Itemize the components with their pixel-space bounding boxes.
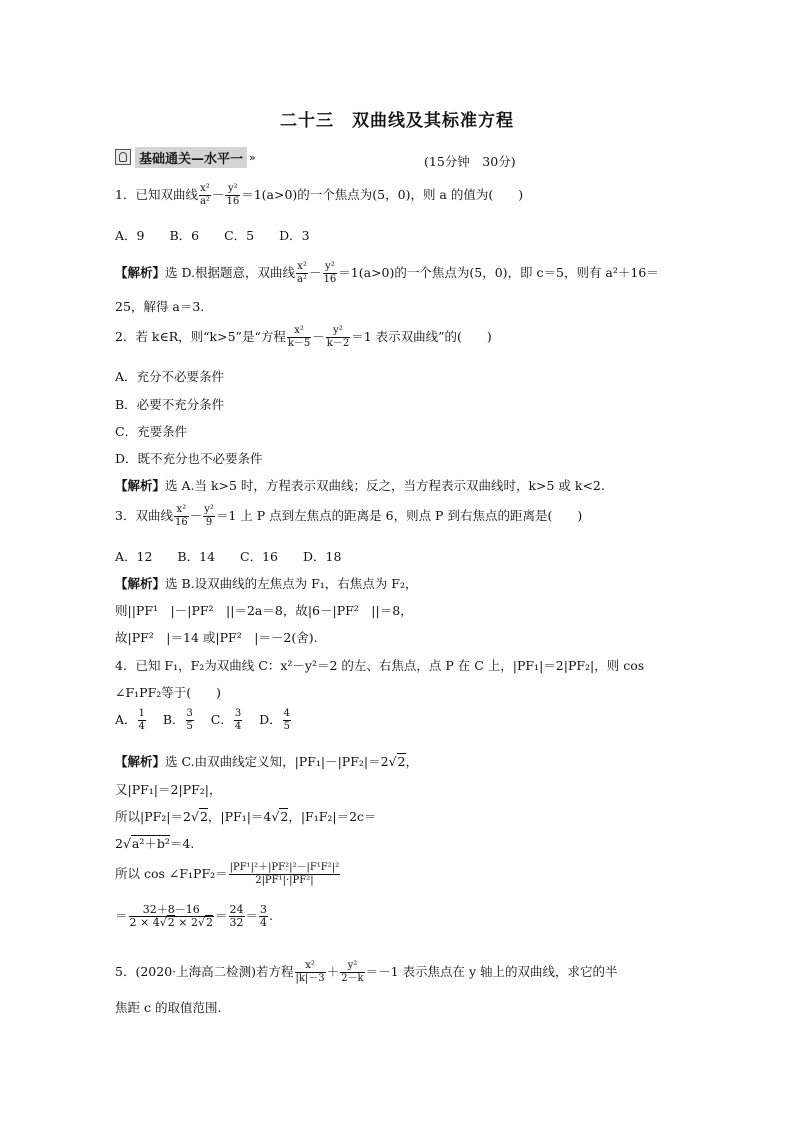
q4-solution-line2: 又|PF₁|＝2|PF₂|， [115,782,222,797]
q4-solution-line6: ＝ $\frac{32+8-16}{2 \times 4√2 \times 2√2}$ ＝ $\frac{24}{32}$ ＝ $\frac{3}{4}$ . [115,903,273,929]
banner-label: 基础通关—水平一 [135,147,247,168]
q1-solution-cont: 25，解得 a＝3. [115,299,205,314]
q4-solution-line5: 所以 cos ∠F₁PF₂＝ $\frac{\text{|PF¹|²＋|PF²|²－|F¹F²|²}}{\text{2|PF¹|·|PF²|}}$ [115,862,340,886]
time-score-note: (15分钟 30分) [424,154,516,169]
q5-stem-cont: 焦距 c 的取值范围. [115,1000,222,1015]
q2-option-d: D．既不充分也不必要条件 [115,451,263,466]
q3-solution: 【解析】选 B.设双曲线的左焦点为 F₁，右焦点为 F₂， [115,576,418,591]
q2-option-a: A．充分不必要条件 [115,369,225,384]
q4-solution: 【解析】选 C.由双曲线定义知，|PF₁|－|PF₂|＝2√2， [115,754,419,769]
q1-stem: 1．已知双曲线 $\frac{\text{x²}}{\text{a²}}$ － $\frac{\text{y²}}{16}$ ＝1(a>0)的一个焦点为(5，0)，则 a 的值为( ) [115,183,524,207]
q2-option-b: B．必要不充分条件 [115,397,225,412]
q2-option-c: C．充要条件 [115,424,188,439]
q4-options: A． $\frac{1}{4}$ B． $\frac{3}{5}$ C． $\frac{3}{4}$ D． $\frac{4}{5}$ [115,708,291,732]
q4-stem-cont: ∠F₁PF₂等于( ) [115,685,222,700]
lightbulb-icon [115,149,131,165]
q2-stem: 2．若 k∈R，则“k>5”是“方程 $\frac{\text{x²}}{k-5}$ － $\frac{\text{y²}}{k-2}$ ＝1 表示双曲线”的( ) [115,325,492,349]
q1-solution: 【解析】选 D.根据题意，双曲线 $\frac{\text{x²}}{\text{a²}}$ － $\frac{\text{y²}}{16}$ ＝1(a>0)的一个焦点为(5，0)，即 c＝5，则有 a²＋16＝ [115,261,659,285]
section-banner [115,148,256,166]
q5-stem: 5．(2020·上海高二检测)若方程 $\frac{\text{x²}}{|k|-3}$ ＋ $\frac{\text{y²}}{2-k}$ ＝－1 表示焦点在 y 轴上的双曲线，求它的半 [115,960,618,984]
q3-stem: 3．双曲线 $\frac{\text{x²}}{16}$ － $\frac{\text{y²}}{9}$ ＝1 上 P 点到左焦点的距离是 6，则点 P 到右焦点的距离是( ) [115,504,583,528]
q3-options: A．12 B．14 C．16 D．18 [115,549,342,564]
double-chevron-icon: » [249,150,256,164]
q4-solution-line4: 2√a²＋b²＝4. [115,836,195,851]
q1-options: A．9 B．6 C．5 D．3 [115,228,310,243]
q4-stem: 4．已知 F₁，F₂为双曲线 C：x²－y²＝2 的左、右焦点，点 P 在 C 上，|PF₁|＝2|PF₂|，则 cos [115,658,645,673]
q4-solution-line3: 所以|PF₂|＝2√2，|PF₁|＝4√2，|F₁F₂|＝2c＝ [115,809,377,824]
q3-solution-line2: 则||PF¹ |－|PF² ||＝2a＝8，故|6－|PF² ||＝8， [115,603,413,618]
page-title: 二十三 双曲线及其标准方程 [280,111,514,131]
q3-solution-line3: 故|PF² |＝14 或|PF² |＝－2(舍). [115,630,318,645]
q2-solution: 【解析】选 A.当 k>5 时，方程表示双曲线；反之，当方程表示双曲线时，k>5 或 k<2. [115,478,605,493]
